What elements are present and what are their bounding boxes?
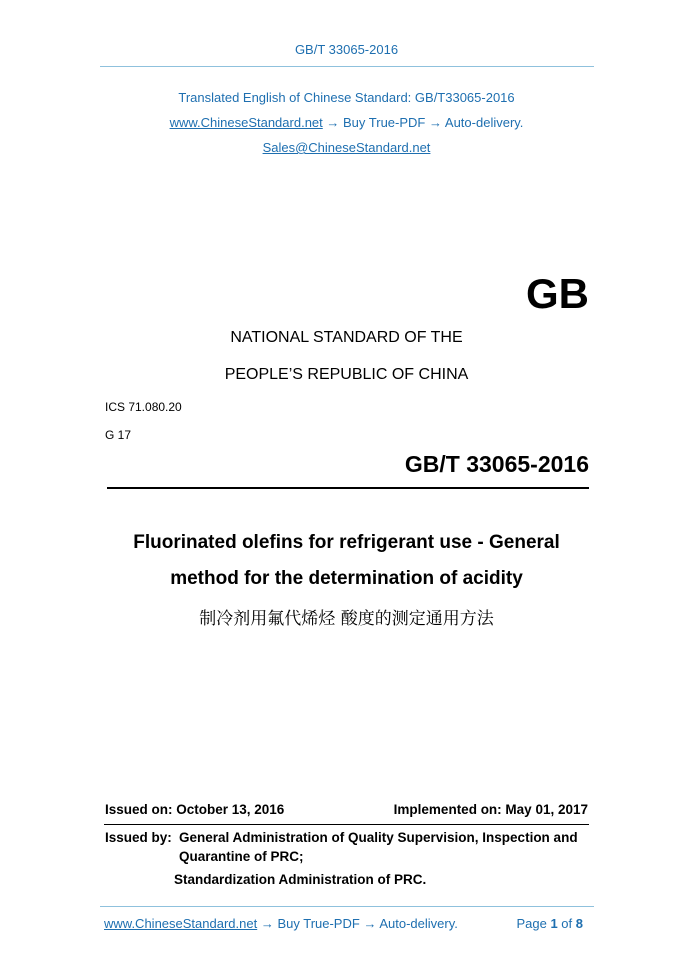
- standard-number: GB/T 33065-2016: [404, 451, 589, 477]
- buy-true-pdf-text: Buy True-PDF: [343, 115, 426, 130]
- issued-on: Issued on: October 13, 2016: [105, 802, 285, 817]
- ccs-code: G 17: [105, 428, 132, 442]
- footer-divider: [100, 906, 594, 907]
- national-standard-line2: PEOPLE’S REPUBLIC OF CHINA: [224, 366, 469, 383]
- gb-mark: GB: [526, 270, 589, 317]
- arrow-icon: →: [326, 115, 340, 130]
- website-link[interactable]: www.ChineseStandard.net: [169, 115, 323, 130]
- promo-line: [0, 115, 693, 130]
- page-number: [516, 916, 583, 931]
- page-current: 1: [550, 916, 558, 931]
- title-chinese: 制冷剂用氟代烯烃 酸度的测定通用方法: [199, 609, 494, 629]
- issuer-line3: Standardization Administration of PRC.: [174, 872, 427, 887]
- national-standard-line1: NATIONAL STANDARD OF THE: [230, 329, 463, 346]
- email-line: [0, 140, 693, 155]
- implemented-on: Implemented on: May 01, 2017: [393, 802, 588, 817]
- footer-auto-delivery-text: Auto-delivery.: [379, 916, 458, 931]
- page-of-word: of: [561, 916, 573, 931]
- running-header-title: GB/T 33065-2016: [294, 42, 399, 57]
- title-english-line1: Fluorinated olefins for refrigerant use - General: [133, 532, 560, 553]
- arrow-icon: →: [260, 916, 274, 931]
- arrow-icon: →: [429, 115, 442, 130]
- footer-buy-true-pdf-text: Buy True-PDF: [277, 916, 360, 931]
- footer-promo: [104, 916, 458, 931]
- translated-notice: Translated English of Chinese Standard: GB/T33065-2016: [178, 90, 515, 105]
- standard-number-rule: [107, 487, 589, 489]
- auto-delivery-text: Auto-delivery.: [444, 115, 524, 130]
- arrow-icon: →: [363, 916, 377, 931]
- title-english-line2: method for the determination of acidity: [170, 568, 523, 589]
- issuer-line1: General Administration of Quality Supervision, Inspection and: [179, 830, 578, 845]
- sales-email-link[interactable]: Sales@ChineseStandard.net: [262, 140, 431, 155]
- dates-divider: [104, 824, 589, 825]
- footer-website-link[interactable]: www.ChineseStandard.net: [104, 916, 258, 931]
- ics-code: ICS 71.080.20: [105, 400, 182, 414]
- issuer-line2: Quarantine of PRC;: [179, 849, 304, 864]
- page-total: 8: [575, 916, 583, 931]
- page-word: Page: [516, 916, 547, 931]
- issued-by-label: Issued by:: [105, 830, 172, 845]
- header-divider: [100, 66, 594, 67]
